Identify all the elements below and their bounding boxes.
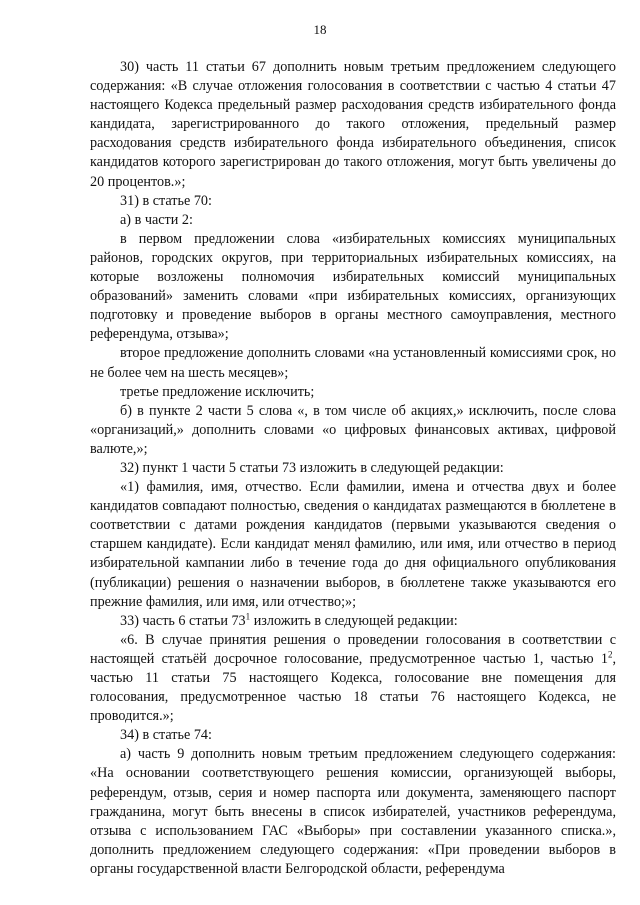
superscript-index: 1 [245,610,251,621]
paragraph-text-part: «6. В случае принятия решения о проведении голосования в соответствии с настоящей статьёй досрочное голосование, предусмотренное частью 1, частью 1 [90,631,616,667]
paragraph-quoted-item-1: «1) фамилия, имя, отчество. Если фамилии, имена и отчества двух и более кандидатов совпадают полностью, сведения о кандидатах размещаются в бюллетене в соответствии с датами рождения кандидатов (первыми указываются сведения о старшем кандидате). Если кандидат менял фамилию, или имя, или отчество в период избирательной кампании либо в течение года до дня официального опубликования (публикации) решения о назначении выборов, в бюллетене также указываются его прежние фамилия, или имя, или отчество;»; [90,479,616,610]
paragraph-subitem-a: а) в части 2: [120,211,193,228]
superscript-index: 2 [607,649,613,660]
paragraph-item-32: 32) пункт 1 части 5 статьи 73 изложить в следующей редакции: [120,459,504,476]
paragraph-item-30: 30) часть 11 статьи 67 дополнить новым третьим предложением следующего содержания: «В случае отложения голосования в соответствии с частью 4 статьи 47 настоящего Кодекса предельный размер расходования средств избирательного фонда кандидата, зарегистрированного до такого отложения, предельный размер расходования средств избирательного фонда избирательного объединения, список кандидатов которого зарегистрирован до такого отложения, могут быть увеличены до 20 процентов.»; [90,59,616,190]
paragraph-item-34: 34) в статье 74: [120,727,212,744]
paragraph-first-sentence: в первом предложении слова «избирательных комиссиях муниципальных районов, городских округов, при территориальных избирательных комиссиях, на которые возложены полномочия избирательных комиссий муниципальных образований» заменить словами «при избирательных комиссиях, организующих подготовку и проведение выборов в органы местного самоуправления, местного референдума, отзыва»; [90,230,616,343]
paragraph-second-sentence: второе предложение дополнить словами «на установленный комиссиями срок, но не более чем на шесть месяцев»; [90,345,616,381]
paragraph-item-31: 31) в статье 70: [120,192,212,209]
paragraph-subitem-a-part-9: а) часть 9 дополнить новым третьим предложением следующего содержания: «На основании соответствующего решения комиссии, организующей выборы, референдум, отзыв, серия и номер паспорта или документа, заменяющего паспорт гражданина, могут быть внесены в список избирателей, участников референдума, отзыва с использованием ГАС «Выборы» при составлении указанного списка.», дополнить предложением следующего содержания: «При проведении выборов в органы государственной власти Белгородской области, референдума [90,746,616,877]
paragraph-text-part: , частью 11 статьи 75 настоящего Кодекса, голосование вне помещения для голосования, предусмотренное частью 18 статьи 76 настоящего Кодекса, не проводится.»; [90,650,616,725]
page-number: 18 [313,22,327,37]
paragraph-subitem-b: б) в пункте 2 части 5 слова «, в том числе об акциях,» исключить, после слова «организаций,» дополнить словами «о цифровых финансовых активах, цифровой валюте,»; [90,402,616,457]
paragraph-text-part: изложить в следующей редакции: [250,612,458,629]
paragraph-item-33 [90,612,616,631]
paragraph-quoted-item-6 [90,631,616,726]
document-body [90,58,616,879]
paragraph-third-sentence: третье предложение исключить; [120,383,315,400]
paragraph-text-part: 33) часть 6 статьи 73 [120,612,246,629]
